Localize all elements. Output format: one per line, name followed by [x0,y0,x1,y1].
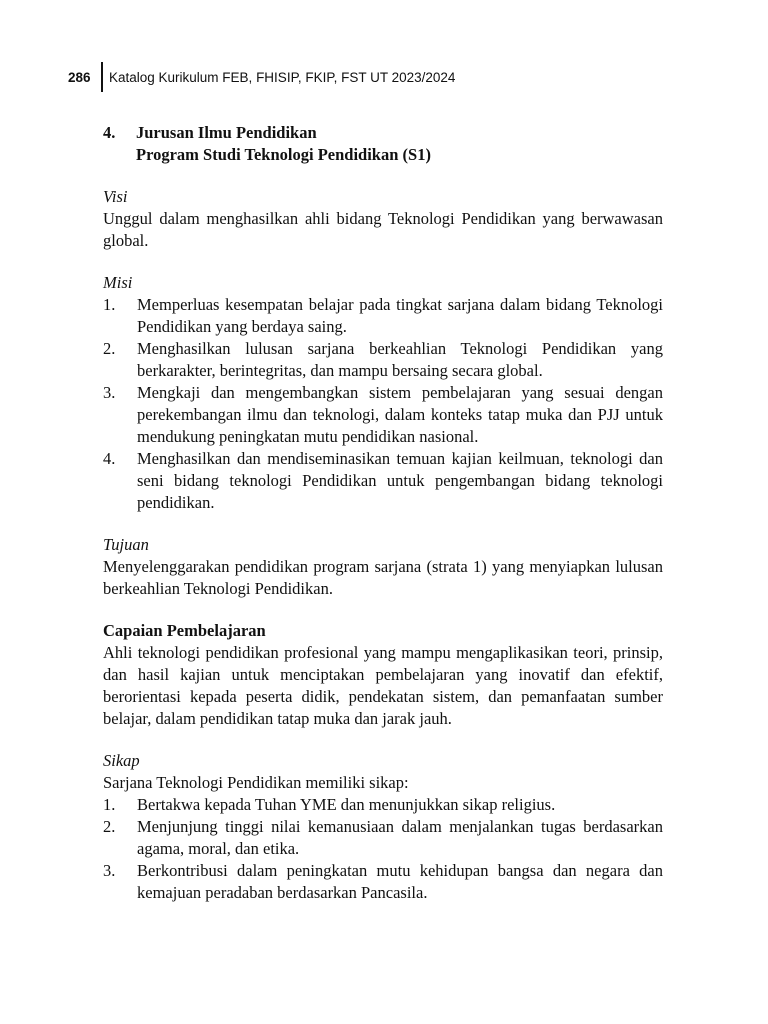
visi-text: Unggul dalam menghasilkan ahli bidang Teknologi Pendidikan yang berwawasan global. [103,209,663,250]
tujuan-label: Tujuan [103,535,149,554]
page-number: 286 [68,69,91,85]
header-divider [101,62,103,92]
list-item-text: Menjunjung tinggi nilai kemanusiaan dalam menjalankan tugas berdasarkan agama, moral, dan etika. [137,817,663,858]
list-item [103,294,663,338]
list-item-number: 4. [103,449,116,468]
list-item-number: 1. [103,295,116,314]
list-item-text: Menghasilkan lulusan sarjana berkeahlian Teknologi Pendidikan yang berkarakter, berintegritas, dan mampu bersaing secara global. [137,339,663,380]
sikap-label: Sikap [103,751,140,770]
page-header [68,62,455,92]
sikap-intro: Sarjana Teknologi Pendidikan memiliki sikap: [103,773,409,792]
list-item [103,816,663,860]
misi-label: Misi [103,273,133,292]
list-item-text: Bertakwa kepada Tuhan YME dan menunjukkan sikap religius. [137,795,556,814]
list-item-number: 1. [103,795,116,814]
list-item [103,860,663,904]
list-item-text: Memperluas kesempatan belajar pada tingkat sarjana dalam bidang Teknologi Pendidikan yang berdaya saing. [137,295,663,336]
sikap-list [103,794,663,904]
visi-label: Visi [103,187,128,206]
list-item [103,448,663,514]
list-item-number: 3. [103,383,116,402]
list-item-text: Berkontribusi dalam peningkatan mutu kehidupan bangsa dan negara dan kemajuan peradaban berdasarkan Pancasila. [137,861,663,902]
list-item [103,794,663,816]
page-content [103,122,663,904]
program-title: Program Studi Teknologi Pendidikan (S1) [136,145,431,164]
capaian-text: Ahli teknologi pendidikan profesional yang mampu mengaplikasikan teori, prinsip, dan hasil kajian untuk menciptakan pembelajaran yang inovatif dan efektif, berorientasi kepada peserta didik, pendekatan sistem, dan pemanfaatan sumber belajar, dalam pendidikan tatap muka dan jarak jauh. [103,643,663,728]
capaian-heading: Capaian Pembelajaran [103,621,266,640]
section-number: 4. [103,123,116,142]
list-item-number: 3. [103,861,116,880]
list-item [103,382,663,448]
list-item-number: 2. [103,817,116,836]
list-item-number: 2. [103,339,116,358]
list-item [103,338,663,382]
department-title: Jurusan Ilmu Pendidikan [136,123,317,142]
section-title [103,122,663,166]
list-item-text: Mengkaji dan mengembangkan sistem pembelajaran yang sesuai dengan perekembangan ilmu dan teknologi, dalam konteks tatap muka dan PJJ untuk mendukung peningkatan mutu pendidikan nasional. [137,383,663,446]
list-item-text: Menghasilkan dan mendiseminasikan temuan kajian keilmuan, teknologi dan seni bidang teknologi Pendidikan untuk pengembangan bidang teknologi pendidikan. [137,449,663,512]
misi-list [103,294,663,514]
tujuan-text: Menyelenggarakan pendidikan program sarjana (strata 1) yang menyiapkan lulusan berkeahlian Teknologi Pendidikan. [103,557,663,598]
catalog-title: Katalog Kurikulum FEB, FHISIP, FKIP, FST UT 2023/2024 [109,69,456,85]
